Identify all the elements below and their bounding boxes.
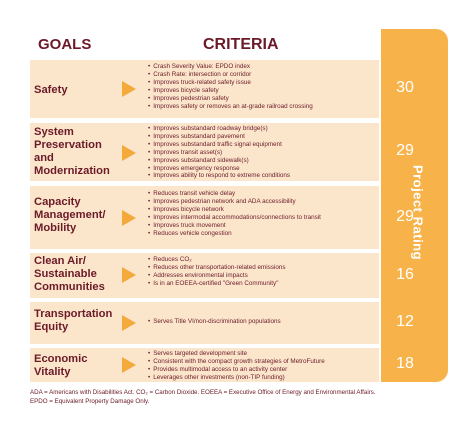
footnote-line: ADA = Americans with Disabilities Act. CO₂ = Carbon Dioxide. EOEEA = Executive Office of Energy and Environmental Affairs. <box>30 389 376 396</box>
criteria-item: • Improves ability to respond to extreme conditions <box>148 172 290 180</box>
goal-row <box>30 60 379 118</box>
footnote-line: EPDO = Equivalent Property Damage Only. <box>30 397 150 405</box>
project-rating-score: 16 <box>396 265 414 283</box>
criteria-item: • Improves bicycle safety <box>148 87 313 95</box>
criteria-item: • Provides multimodal access to an activity center <box>148 366 325 374</box>
project-rating-label: Project Rating <box>410 164 426 261</box>
goal-row <box>30 186 379 249</box>
project-rating-score: 29 <box>396 207 414 225</box>
goal-label: Safety <box>34 84 68 96</box>
criteria-item: • Improves safety or removes an at-grade railroad crossing <box>148 103 313 111</box>
criteria-item: • Improves truck movement <box>148 222 321 230</box>
arrow-icon <box>122 357 136 373</box>
criteria-item: • Reduces transit vehicle delay <box>148 190 321 198</box>
criteria-item: • Improves transit asset(s) <box>148 149 290 157</box>
criteria-list <box>148 318 281 326</box>
criteria-item: • Improves pedestrian safety <box>148 95 313 103</box>
criteria-list <box>148 256 286 288</box>
arrow-icon <box>122 210 136 226</box>
goal-label: Economic Vitality <box>34 353 88 378</box>
criteria-item: • Improves intermodal accommodations/connections to transit <box>148 214 321 222</box>
criteria-item: • Crash Rate: intersection or corridor <box>148 71 313 79</box>
goal-row <box>30 253 379 298</box>
goal-label: Clean Air/ Sustainable Communities <box>34 255 105 293</box>
goal-row <box>30 123 379 181</box>
criteria-item: • Consistent with the compact growth strategies of MetroFuture <box>148 358 325 366</box>
criteria-item: • Reduces vehicle congestion <box>148 230 321 238</box>
goal-label: System Preservation and Modernization <box>34 126 110 177</box>
criteria-list <box>148 190 321 237</box>
criteria-list <box>148 350 325 382</box>
arrow-icon <box>122 267 136 283</box>
criteria-item: • Reduces other transportation-related emissions <box>148 264 286 272</box>
criteria-item: • Improves emergency response <box>148 165 290 173</box>
criteria-item: • Is in an EOEEA-certified "Green Community" <box>148 280 286 288</box>
criteria-item: • Serves Title VI/non-discrimination populations <box>148 318 281 326</box>
criteria-item: • Improves bicycle network <box>148 206 321 214</box>
goal-row <box>30 348 379 382</box>
criteria-item: • Serves targeted development site <box>148 350 325 358</box>
arrow-icon <box>122 81 136 97</box>
goal-row <box>30 302 379 344</box>
criteria-item: • Reduces CO₂ <box>148 256 286 264</box>
footnote <box>30 389 376 406</box>
criteria-item: • Improves pedestrian network and ADA accessibility <box>148 198 321 206</box>
criteria-item: • Improves truck-related safety issue <box>148 79 313 87</box>
criteria-item: • Improves substandard roadway bridge(s) <box>148 125 290 133</box>
goal-label: Capacity Management/ Mobility <box>34 196 106 234</box>
project-rating-score: 18 <box>396 355 414 372</box>
project-rating-score: 12 <box>396 313 414 330</box>
goal-label: Transportation Equity <box>34 308 113 333</box>
criteria-list <box>148 63 313 110</box>
criteria-item: • Improves substandard pavement <box>148 133 290 141</box>
criteria-item: • Addresses environmental impacts <box>148 272 286 280</box>
criteria-list <box>148 125 290 180</box>
arrow-icon <box>122 315 136 331</box>
criteria-item: • Improves substandard sidewalk(s) <box>148 157 290 165</box>
arrow-icon <box>122 145 136 161</box>
criteria-header: CRITERIA <box>203 36 279 53</box>
criteria-item: • Leverages other investments (non-TIP funding) <box>148 374 325 382</box>
criteria-item: • Crash Severity Value: EPDO index <box>148 63 313 71</box>
project-rating-score: 30 <box>396 79 414 96</box>
criteria-item: • Improves substandard traffic signal equipment <box>148 141 290 149</box>
project-rating-score: 29 <box>396 142 414 159</box>
goals-header: GOALS <box>38 36 92 53</box>
